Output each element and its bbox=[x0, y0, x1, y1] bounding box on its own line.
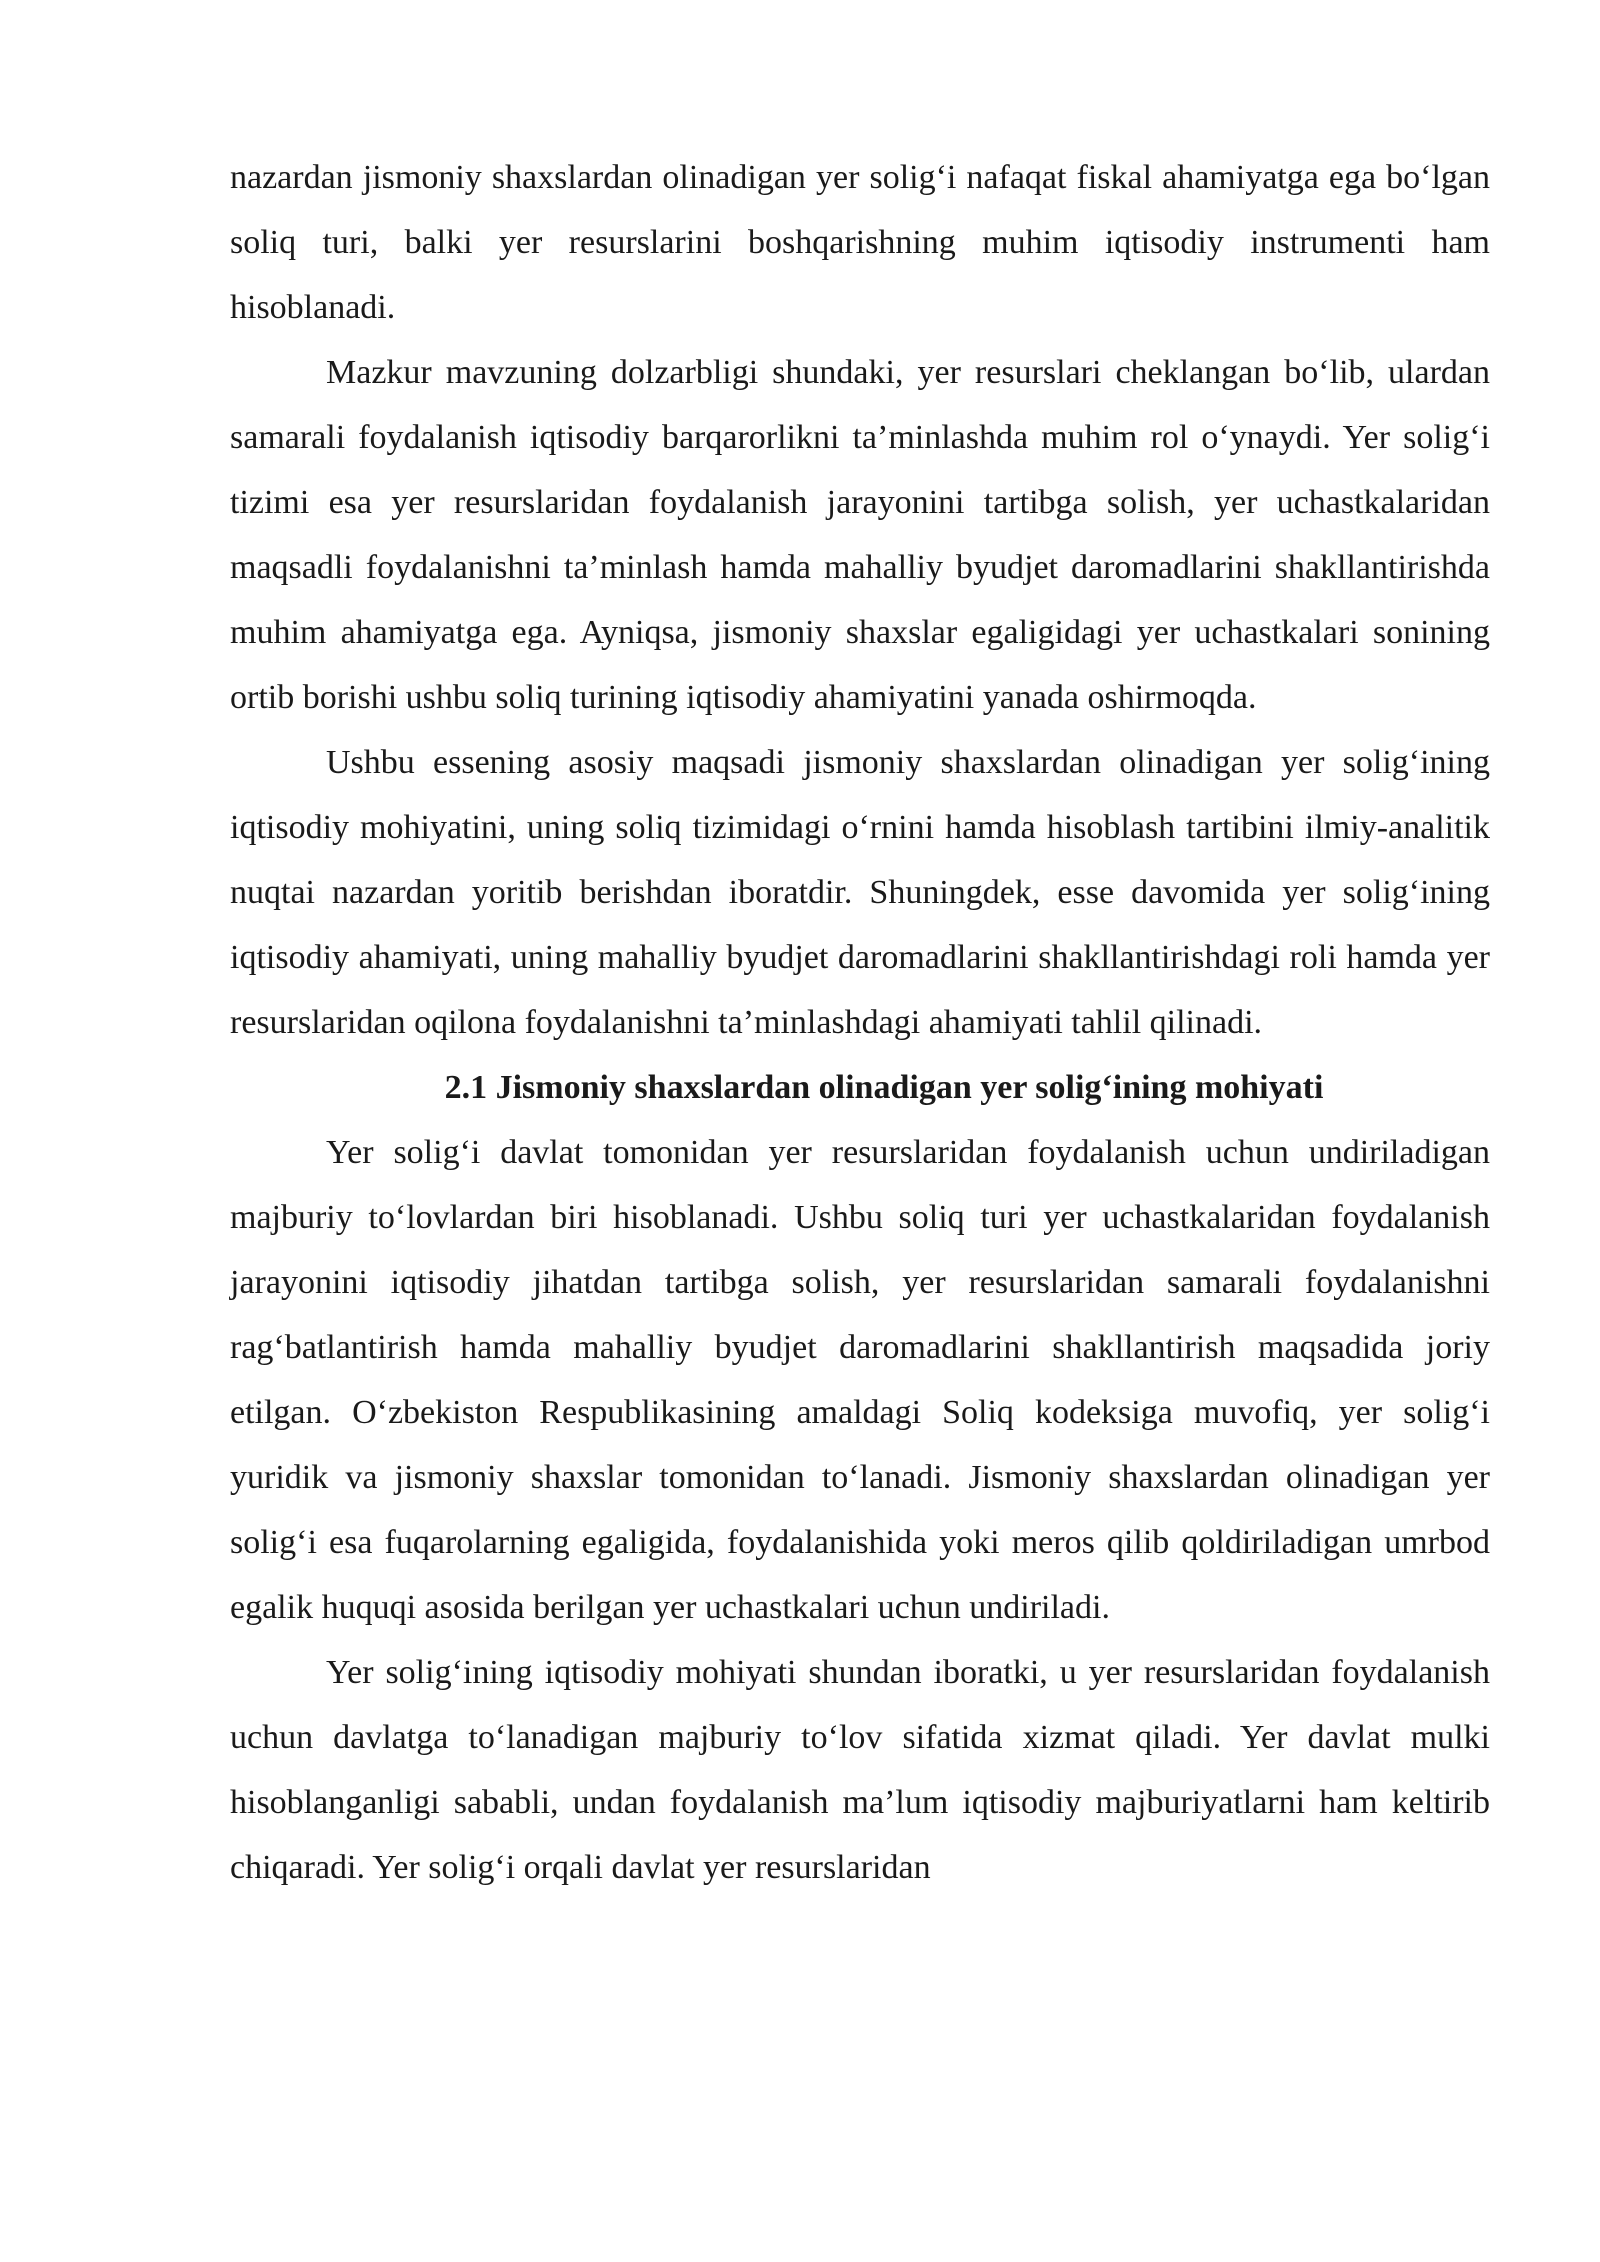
document-page bbox=[230, 145, 1490, 1900]
paragraph-land-tax-definition: Yer solig‘i davlat tomonidan yer resurslaridan foydalanish uchun undiriladigan majburiy to‘lovlardan biri hisoblanadi. Ushbu soliq turi yer uchastkalaridan foydalanish jarayonini iqtisodiy jihatdan tartibga solish, yer resurslaridan samarali foydalanishni rag‘batlantirish hamda mahalliy byudjet daromadlarini shakllantirish maqsadida joriy etilgan. O‘zbekiston Respublikasining amaldagi Soliq kodeksiga muvofiq, yer solig‘i yuridik va jismoniy shaxslar tomonidan to‘lanadi. Jismoniy shaxslardan olinadigan yer solig‘i esa fuqarolarning egaligida, foydalanishida yoki meros qilib qoldiriladigan umrbod egalik huquqi asosida berilgan yer uchastkalari uchun undiriladi. bbox=[230, 1134, 1490, 1626]
section-heading: 2.1 Jismoniy shaxslardan olinadigan yer solig‘ining mohiyati bbox=[444, 1069, 1324, 1106]
paragraph-essay-goal: Ushbu essening asosiy maqsadi jismoniy shaxslardan olinadigan yer solig‘ining iqtisodiy mohiyatini, uning soliq tizimidagi o‘rnini hamda hisoblash tartibini ilmiy-analitik nuqtai nazardan yoritib berishdan iboratdir. Shuningdek, esse davomida yer solig‘ining iqtisodiy ahamiyati, uning mahalliy byudjet daromadlarini shakllantirishdagi roli hamda yer resurslaridan oqilona foydalanishni ta’minlashdagi ahamiyati tahlil qilinadi. bbox=[230, 744, 1490, 1041]
paragraph-intro-continuation: nazardan jismoniy shaxslardan olinadigan yer solig‘i nafaqat fiskal ahamiyatga ega bo‘lgan soliq turi, balki yer resurslarini boshqarishning muhim iqtisodiy instrumenti ham hisoblanadi. bbox=[230, 159, 1490, 326]
paragraph-economic-essence: Yer solig‘ining iqtisodiy mohiyati shundan iboratki, u yer resurslaridan foydalanish uchun davlatga to‘lanadigan majburiy to‘lov sifatida xizmat qiladi. Yer davlat mulki hisoblanganligi sababli, undan foydalanish ma’lum iqtisodiy majburiyatlarni ham keltirib chiqaradi. Yer solig‘i orqali davlat yer resurslaridan bbox=[230, 1654, 1490, 1886]
paragraph-relevance: Mazkur mavzuning dolzarbligi shundaki, yer resurslari cheklangan bo‘lib, ulardan samarali foydalanish iqtisodiy barqarorlikni ta’minlashda muhim rol o‘ynaydi. Yer solig‘i tizimi esa yer resurslaridan foydalanish jarayonini tartibga solish, yer uchastkalaridan maqsadli foydalanishni ta’minlash hamda mahalliy byudjet daromadlarini shakllantirishda muhim ahamiyatga ega. Ayniqsa, jismoniy shaxslar egaligidagi yer uchastkalari sonining ortib borishi ushbu soliq turining iqtisodiy ahamiyatini yanada oshirmoqda. bbox=[230, 354, 1490, 716]
